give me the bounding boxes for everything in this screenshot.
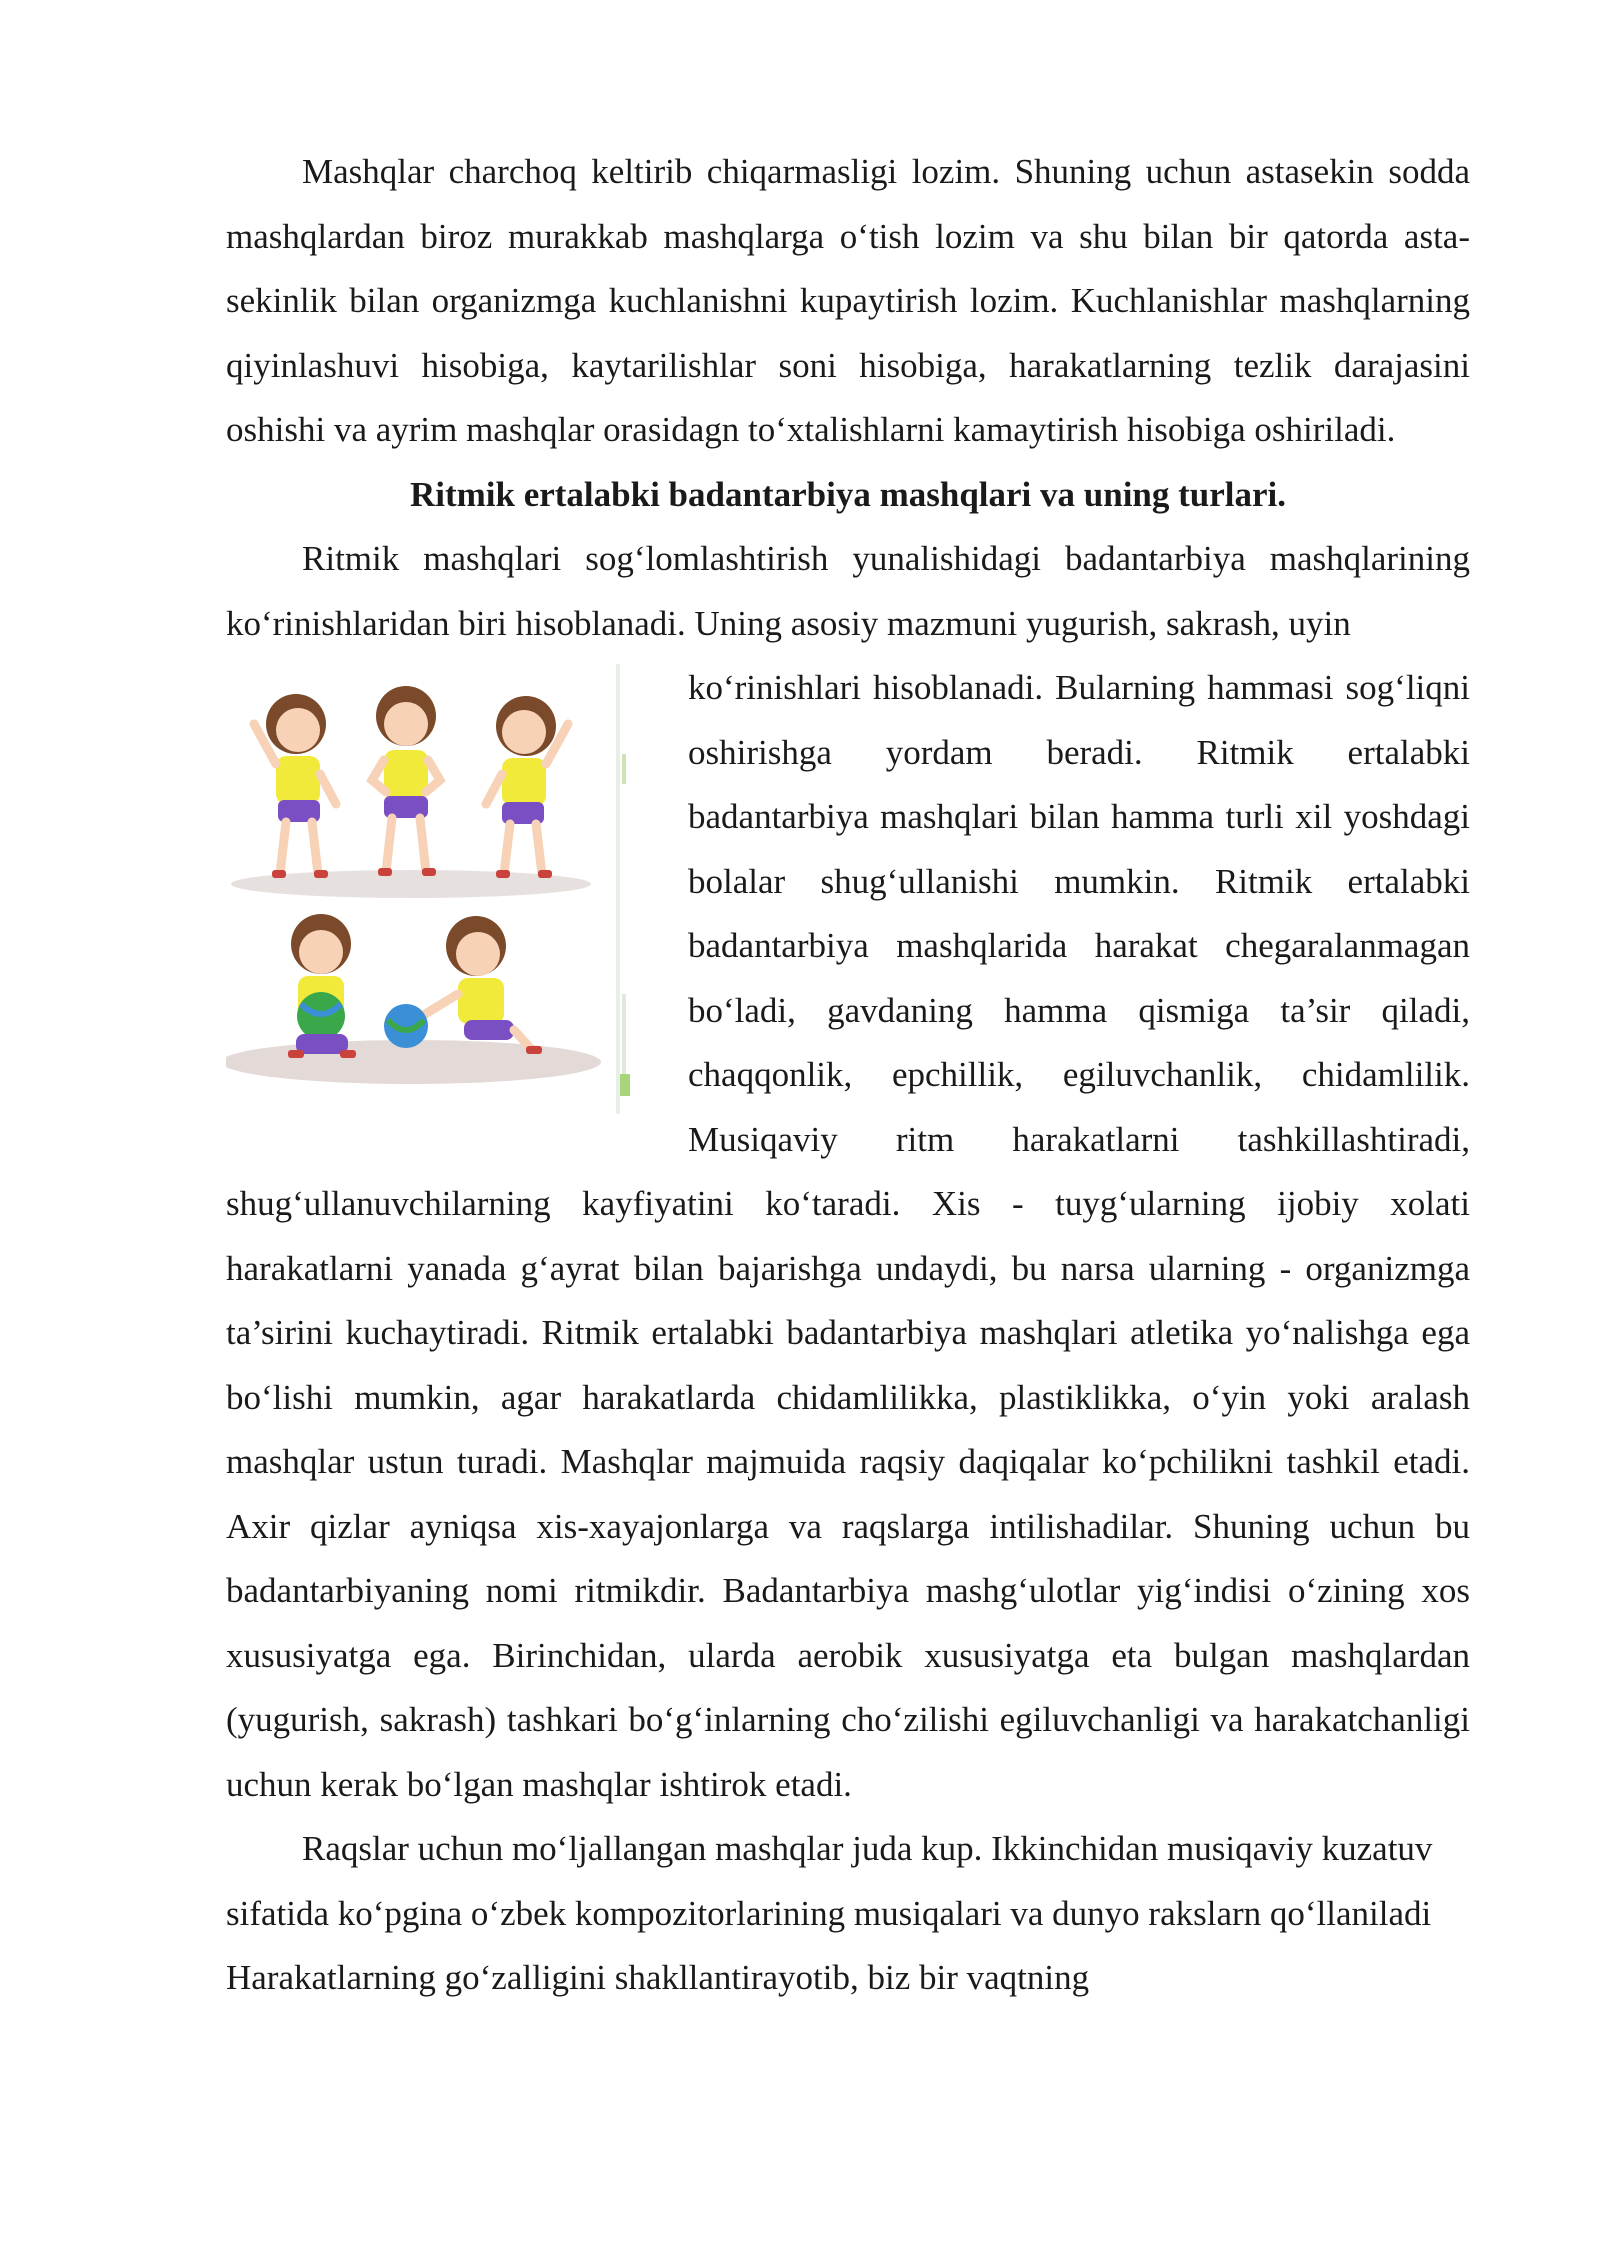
paragraph-2: Ritmik mashqlari sog‘lomlashtirish yunalishidagi badantarbiya mashqlarining ko‘rinishlaridan biri hisoblanadi. Uning asosiy mazmuni yugurish, sakrash, uyin [226,539,1470,643]
paragraph-1: Mashqlar charchoq keltirib chiqarmasligi lozim. Shuning uchun astasekin sodda mashqlardan biroz murakkab mashqlarga o‘tish lozim va shu bilan bir qatorda asta-sekinlik bilan organizmga kuchlanishni kupaytirish lozim. Kuchlanishlar mashqlarning qiyinlashuvi hisobiga, kaytarilishlar soni hisobiga, harakatlarning tezlik darajasini oshishi va ayrim mashqlar orasidagn to‘xtalishlarni kamaytirish hisobiga oshiriladi. [226,152,1470,449]
paragraph-4: Raqslar uchun mo‘ljallangan mashqlar juda kup. Ikkinchidan musiqaviy kuzatuv sifatida ko‘pgina o‘zbek kompozitorlarining musiqalari va dunyo rakslarn qo‘llaniladi Harakatlarning go‘zalligini shakllantirayotib, biz bir vaqtning [226,1829,1433,1997]
document-page [226,140,1470,2011]
section-heading: Ritmik ertalabki badantarbiya mashqlari va uning turlari. [409,474,1287,514]
children-exercising-illustration [226,664,656,1114]
paragraph-3: ko‘rinishlari hisoblanadi. Bularning hammasi sog‘liqni oshirishga yordam beradi. Ritmik ertalabki badantarbiya mashqlari bilan hamma turli xil yoshdagi bolalar shug‘ullanishi mumkin. Ritmik ertalabki badantarbiya mashqlarida harakat chegaralanmagan bo‘ladi, gavdaning hamma qismiga ta’sir qiladi, chaqqonlik, epchillik, egiluvchanlik, chidamlilik. Musiqaviy ritm harakatlarni tashkillashtiradi, shug‘ullanuvchilarning kayfiyatini ko‘taradi. Xis - tuyg‘ularning ijobiy xolati harakatlarni yanada g‘ayrat bilan bajarishga undaydi, bu narsa ularning - organizmga ta’sirini kuchaytiradi. Ritmik ertalabki badantarbiya mashqlari atletika yo‘nalishga ega bo‘lishi mumkin, agar harakatlarda chidamlilikka, plastiklikka, o‘yin yoki aralash mashqlar ustun turadi. Mashqlar majmuida raqsiy daqiqalar ko‘pchilikni tashkil etadi. Axir qizlar ayniqsa xis-xayajonlarga va raqslarga intilishadilar. Shuning uchun bu badantarbiyaning nomi ritmikdir. Badantarbiya mashg‘ulotlar yig‘indisi o‘zining xos xususiyatga ega. Birinchidan, ularda aerobik xususiyatga eta bulgan mashqlardan (yugurish, sakrash) tashkari bo‘g‘inlarning cho‘zilishi egiluvchanligi va harakatchanligi uchun kerak bo‘lgan mashqlar ishtirok etadi. [226,668,1470,1804]
